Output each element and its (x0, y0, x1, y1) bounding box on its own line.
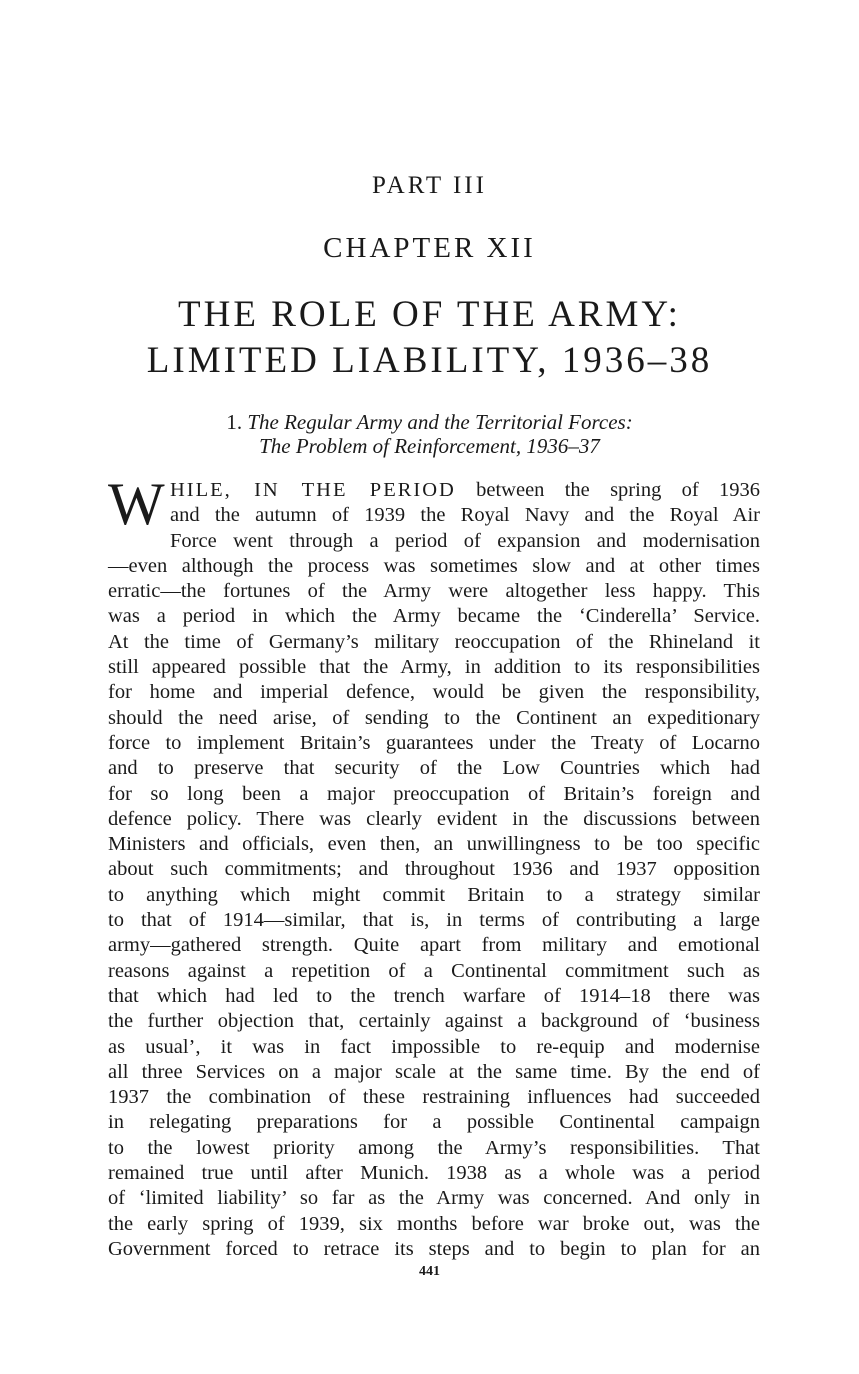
body-line: all three Services on a major scale at the same time. By the end of (108, 1060, 760, 1083)
body-line: to anything which might commit Britain to a strategy similar (108, 883, 760, 906)
body-line: and the autumn of 1939 the Royal Navy and the Royal Air (170, 504, 760, 527)
body-line: in relegating preparations for a possible Continental campaign (108, 1111, 760, 1134)
body-line: for so long been a major preoccupation of Britain’s foreign and (108, 782, 760, 805)
body-line: that which had led to the trench warfare of 1914–18 there was (108, 984, 760, 1007)
chapter-heading-line-1: THE ROLE OF THE ARMY: (178, 294, 681, 335)
body-line: force to implement Britain’s guarantees under the Treaty of Locarno (108, 731, 760, 754)
body-line: defence policy. There was clearly evident in the discussions between (108, 807, 760, 830)
section-heading-line-2 (0, 434, 859, 458)
body-line: to the lowest priority among the Army’s responsibilities. That (108, 1136, 760, 1159)
body-line: as usual’, it was in fact impossible to re-equip and modernise (108, 1035, 760, 1058)
body-line: was a period in which the Army became the ‘Cinderella’ Service. (108, 605, 760, 628)
opening-small-caps: HILE, IN THE PERIOD (170, 479, 456, 501)
body-line (170, 478, 760, 503)
body-line: about such commitments; and throughout 1936 and 1937 opposition (108, 858, 760, 881)
body-text (108, 471, 760, 1262)
body-line: remained true until after Munich. 1938 as a whole was a period (108, 1162, 760, 1185)
body-line: still appeared possible that the Army, in addition to its responsibilities (108, 656, 760, 679)
page-number: 441 (419, 1264, 440, 1279)
section-heading-line-1 (0, 410, 859, 434)
body-line: for home and imperial defence, would be given the responsibility, (108, 681, 760, 704)
section-title-line-2: The Problem of Reinforcement, 1936–37 (259, 434, 600, 458)
body-line: reasons against a repetition of a Continental commitment such as (108, 959, 760, 982)
body-line: the further objection that, certainly against a background of ‘business (108, 1010, 760, 1033)
chapter-heading (0, 292, 859, 384)
chapter-title: CHAPTER XII (323, 232, 536, 264)
body-line: Force went through a period of expansion and modernisation (170, 529, 760, 552)
drop-cap: W (108, 471, 165, 537)
body-line: to that of 1914—similar, that is, in terms of contributing a large (108, 909, 760, 932)
body-line: army—gathered strength. Quite apart from military and emotional (108, 934, 760, 957)
section-number: 1. (226, 410, 243, 434)
body-line: At the time of Germany’s military reoccupation of the Rhineland it (108, 630, 760, 653)
body-line: and to preserve that security of the Low Countries which had (108, 757, 760, 780)
body-line: of ‘limited liability’ so far as the Army was concerned. And only in (108, 1187, 760, 1210)
body-line: should the need arise, of sending to the Continent an expeditionary (108, 706, 760, 729)
body-line-text: between the spring of 1936 (455, 479, 760, 501)
section-heading (0, 410, 859, 458)
body-line: Ministers and officials, even then, an unwillingness to be too specific (108, 833, 760, 856)
body-line: erratic—the fortunes of the Army were altogether less happy. This (108, 580, 760, 603)
body-line: —even although the process was sometimes slow and at other times (108, 554, 760, 577)
body-line: the early spring of 1939, six months before war broke out, was the (108, 1212, 760, 1235)
part-title: PART III (372, 172, 487, 199)
body-line: Government forced to retrace its steps and to begin to plan for an (108, 1237, 760, 1260)
body-line: 1937 the combination of these restraining influences had succeeded (108, 1086, 760, 1109)
section-title-line-1: The Regular Army and the Territorial Forces: (247, 410, 633, 434)
chapter-heading-line-2: LIMITED LIABILITY, 1936–38 (146, 340, 713, 381)
